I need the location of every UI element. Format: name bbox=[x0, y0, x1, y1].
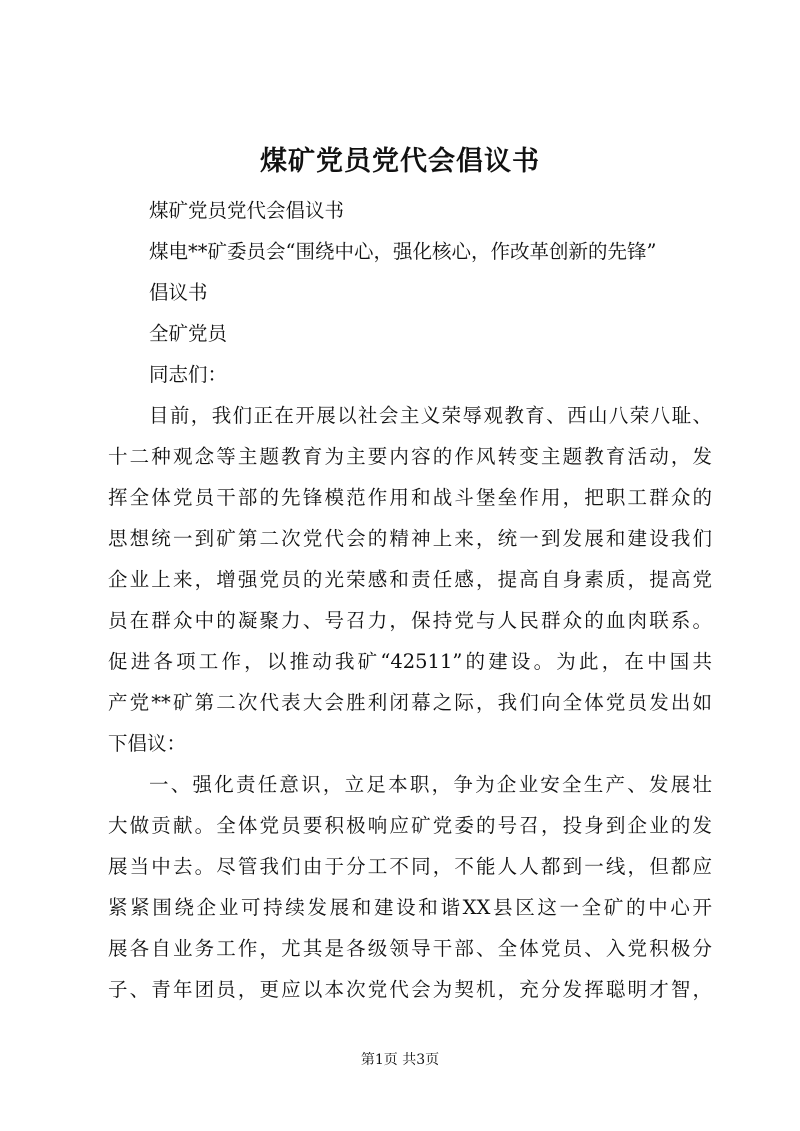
text-line: 挥全体党员干部的先锋模范作用和战斗堡垒作用，把职工群众的 bbox=[108, 486, 712, 509]
page-title: 煤矿党员党代会倡议书 bbox=[260, 146, 540, 177]
page-footer: 第1页 共3页 bbox=[360, 1052, 440, 1068]
text-line: 展各自业务工作，尤其是各级领导干部、全体党员、入党积极分 bbox=[108, 937, 712, 960]
text-line: 同志们： bbox=[149, 363, 228, 386]
text-line: 展当中去。尽管我们由于分工不同，不能人人都到一线，但都应 bbox=[108, 855, 712, 878]
text-line: 倡议书 bbox=[149, 281, 208, 304]
text-line: 煤矿党员党代会倡议书 bbox=[149, 199, 345, 222]
text-line: 员在群众中的凝聚力、号召力，保持党与人民群众的血肉联系。 bbox=[108, 609, 712, 632]
text-line: 十二种观念等主题教育为主要内容的作风转变主题教育活动，发 bbox=[108, 445, 712, 468]
text-line: 思想统一到矿第二次党代会的精神上来，统一到发展和建设我们 bbox=[108, 527, 712, 550]
text-line: 一、强化责任意识，立足本职，争为企业安全生产、发展壮 bbox=[149, 773, 712, 796]
text-line: 子、青年团员，更应以本次党代会为契机，充分发挥聪明才智， bbox=[108, 978, 712, 1001]
text-line: 下倡议： bbox=[108, 732, 187, 755]
text-line: 目前，我们正在开展以社会主义荣辱观教育、西山八荣八耻、 bbox=[149, 404, 712, 427]
text-line: 产党**矿第二次代表大会胜利闭幕之际，我们向全体党员发出如 bbox=[108, 691, 712, 714]
text-line: 促进各项工作，以推动我矿“42511”的建设。为此，在中国共 bbox=[108, 650, 712, 673]
text-line: 紧紧围绕企业可持续发展和建设和谐XX县区这一全矿的中心开 bbox=[108, 896, 712, 919]
text-line: 企业上来，增强党员的光荣感和责任感，提高自身素质，提高党 bbox=[108, 568, 712, 591]
text-line: 全矿党员 bbox=[149, 322, 228, 345]
text-line: 煤电**矿委员会“围绕中心，强化核心，作改革创新的先锋” bbox=[149, 240, 657, 263]
document-body bbox=[108, 190, 712, 1010]
text-line: 大做贡献。全体党员要积极响应矿党委的号召，投身到企业的发 bbox=[108, 814, 712, 837]
